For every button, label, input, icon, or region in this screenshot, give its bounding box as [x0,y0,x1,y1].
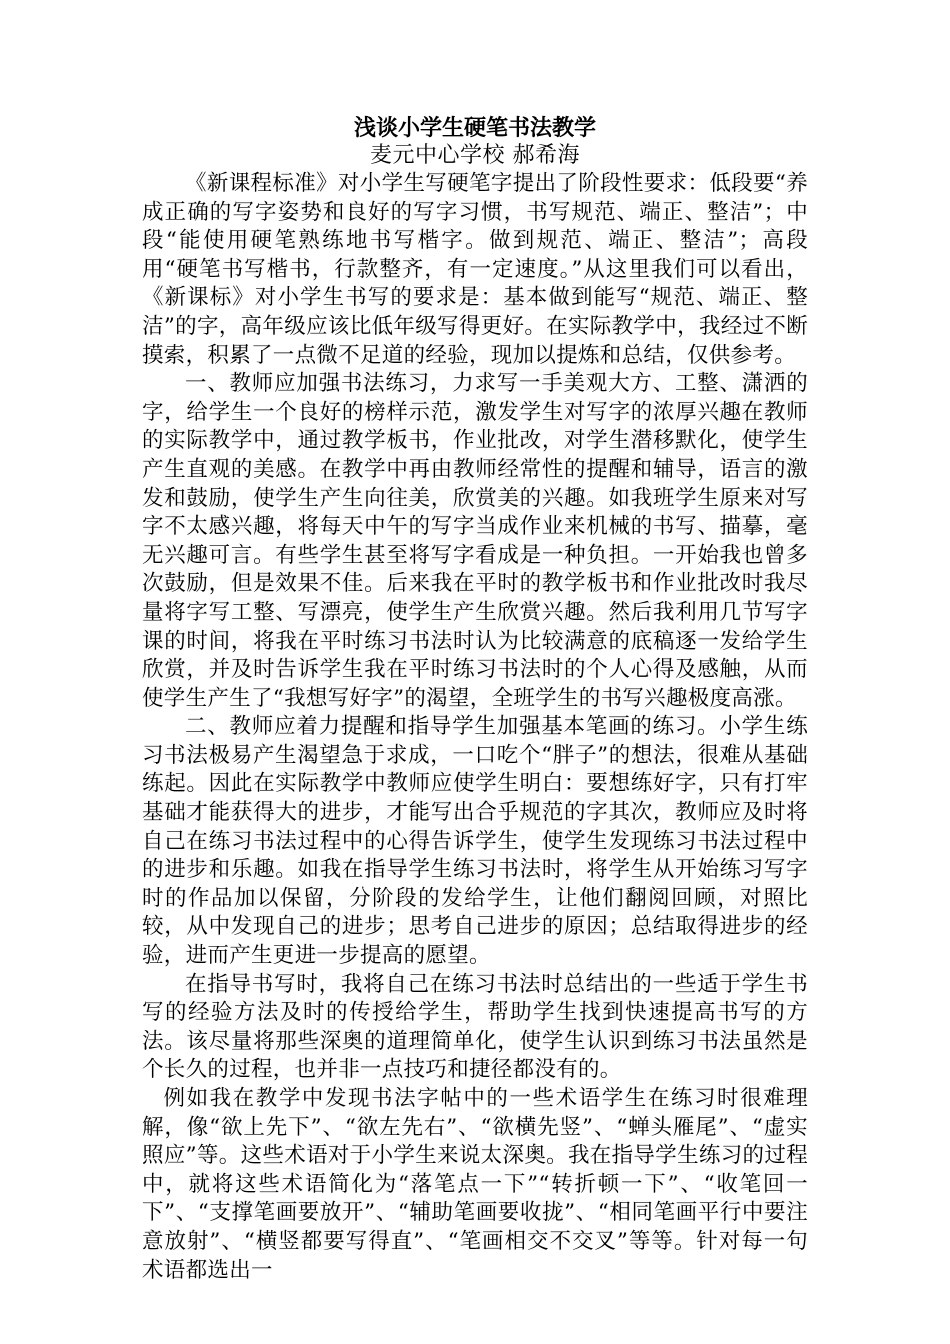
document-page [142,112,808,1285]
paragraph-intro: 《新课程标准》对小学生写硬笔字提出了阶段性要求：低段要“养成正确的写字姿势和良好的写字习惯，书写规范、端正、整洁”；中段“能使用硬笔熟练地书写楷字。做到规范、端正、整洁”；高段用“硬笔书写楷书，行款整齐，有一定速度。”从这里我们可以看出，《新课标》对小学生书写的要求是：基本做到能写“规范、端正、整洁”的字，高年级应该比低年级写得更好。在实际教学中，我经过不断摸索，积累了一点微不足道的经验，现加以提炼和总结，仅供参考。 [142,171,808,368]
paragraph-guidance: 在指导书写时，我将自己在练习书法时总结出的一些适于学生书写的经验方法及时的传授给学生，帮助学生找到快速提高书写的方法。该尽量将那些深奥的道理简单化，使学生认识到练习书法虽然是个长久的过程，也并非一点技巧和捷径都没有的。 [142,971,808,1083]
author-line: 麦元中心学校 郝希海 [370,143,580,168]
document-title: 浅谈小学生硬笔书法教学 [353,115,596,141]
document-body [142,170,808,1285]
paragraph-example: 例如我在教学中发现书法字帖中的一些术语学生在练习时很难理解，像“欲上先下”、“欲左先右”、“欲横先竖”、“蝉头雁尾”、“虚实照应”等。这些术语对于小学生来说太深奥。我在指导学生练习的过程中，就将这些术语简化为“落笔点一下”“转折顿一下”、“收笔回一下”、“支撑笔画要放开”、“辅助笔画要收拢”、“相同笔画平行中要注意放射”、“横竖都要写得直”、“笔画相交不交叉”等等。针对每一句术语都选出一 [142,1086,808,1283]
paragraph-section-1: 一、教师应加强书法练习，力求写一手美观大方、工整、潇洒的字，给学生一个良好的榜样示范，激发学生对写字的浓厚兴趣在教师的实际教学中，通过教学板书，作业批改，对学生潜移默化，使学生产生直观的美感。在教学中再由教师经常性的提醒和辅导，语言的激发和鼓励，使学生产生向往美，欣赏美的兴趣。如我班学生原来对写字不太感兴趣，将每天中午的写字当成作业来机械的书写、描摹，毫无兴趣可言。有些学生甚至将写字看成是一种负担。一开始我也曾多次鼓励，但是效果不佳。后来我在平时的教学板书和作业批改时我尽量将字写工整、写漂亮，使学生产生欣赏兴趣。然后我利用几节写字课的时间，将我在平时练习书法时认为比较满意的底稿逐一发给学生欣赏，并及时告诉学生我在平时练习书法时的个人心得及感触，从而使学生产生了“我想写好字”的渴望，全班学生的书写兴趣极度高涨。 [142,371,808,711]
paragraph-section-2: 二、教师应着力提醒和指导学生加强基本笔画的练习。小学生练习书法极易产生渴望急于求成，一口吃个“胖子”的想法，很难从基础练起。因此在实际教学中教师应使学生明白：要想练好字，只有打牢基础才能获得大的进步，才能写出合乎规范的字其次，教师应及时将自己在练习书法过程中的心得告诉学生，使学生发现练习书法过程中的进步和乐趣。如我在指导学生练习书法时，将学生从开始练习写字时的作品加以保留，分阶段的发给学生，让他们翻阅回顾，对照比较，从中发现自己的进步；思考自己进步的原因；总结取得进步的经验，进而产生更进一步提高的愿望。 [142,714,808,969]
